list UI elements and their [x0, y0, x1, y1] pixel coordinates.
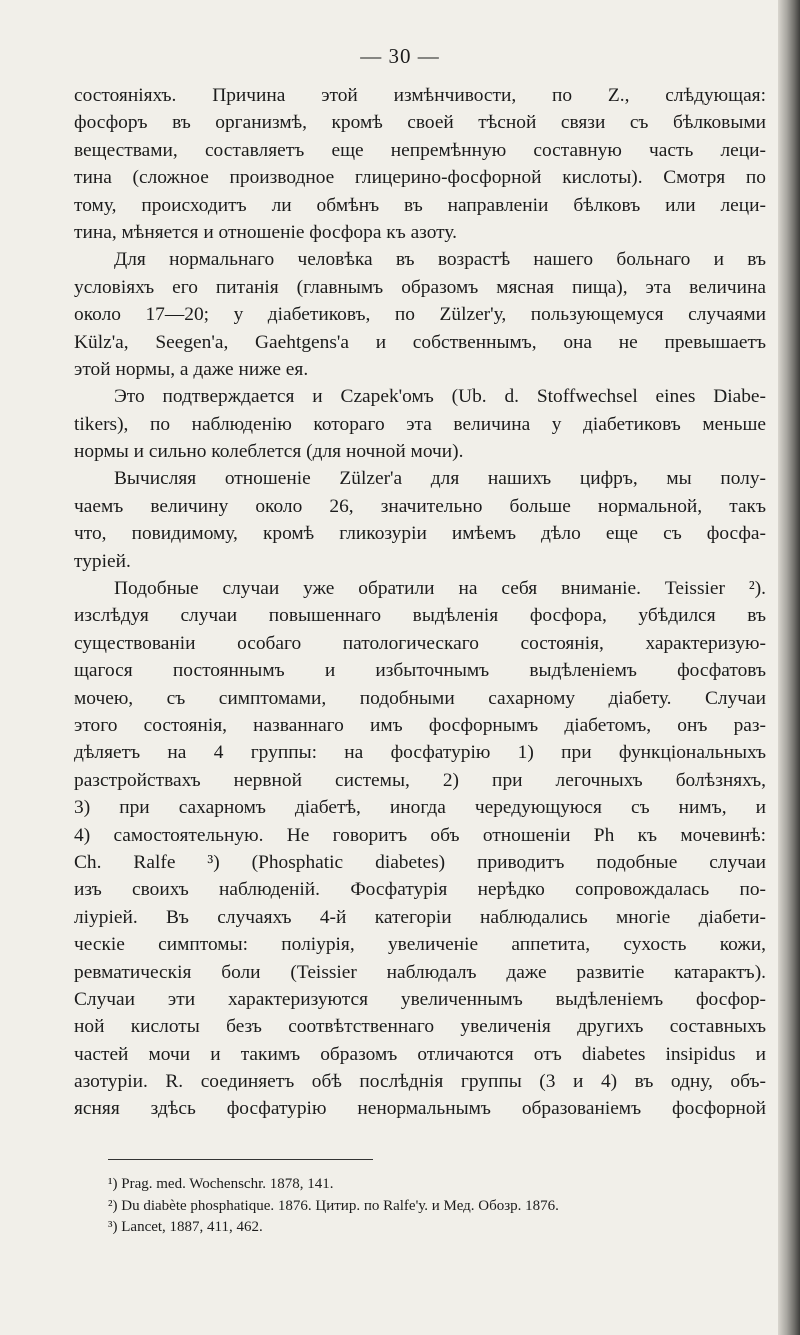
- text-line: ліуріей. Въ случаяхъ 4-й категоріи наблюдались многіе діабети-: [74, 906, 766, 928]
- text-line: условіяхъ его питанія (главнымъ образомъ мясная пища), эта величина: [74, 276, 766, 298]
- text-line: мочею, съ симптомами, подобными сахарному діабету. Случаи: [74, 687, 766, 709]
- text-line: существованіи особаго патологическаго состоянія, характеризую-: [74, 632, 766, 654]
- footnote: [108, 1196, 768, 1218]
- text-line: изслѣдуя случаи повышеннаго выдѣленія фосфора, убѣдился въ: [74, 605, 766, 627]
- body-text: [74, 82, 766, 1123]
- footnote-text: Du diabète phosphatique. 1876. Цитир. по Ralfe'у. и Мед. Обозр. 1876.: [121, 1197, 559, 1214]
- text-line: 4) самостоятельную. Не говоритъ объ отношеніи Ph къ мочевинѣ:: [74, 824, 766, 846]
- text-line: чаемъ величину около 26, значительно больше нормальной, такъ: [74, 495, 766, 517]
- text-line: tikers), по наблюденію котораго эта величина у діабетиковъ меньше: [74, 413, 766, 435]
- footnotes: [108, 1174, 768, 1239]
- page-edge-shadow: [778, 0, 800, 1335]
- text-line: ческіе симптомы: поліурія, увеличеніе аппетита, сухость кожи,: [74, 934, 766, 956]
- footnote-text: Lancet, 1887, 411, 462.: [121, 1219, 263, 1235]
- text-line: этого состоянія, названнаго имъ фосфорнымъ діабетомъ, онъ раз-: [74, 714, 766, 736]
- text-line: что, повидимому, кромѣ гликозуріи имѣемъ дѣло еще съ фосфа-: [74, 523, 766, 545]
- text-line: Это подтверждается и Czapek'омъ (Ub. d. Stoffwechsel eines Diabe-: [114, 386, 766, 408]
- text-line: 3) при сахарномъ діабетѣ, иногда чередующуюся съ нимъ, и: [74, 797, 766, 819]
- footnote-marker: ²): [108, 1197, 118, 1214]
- footnote: [108, 1217, 768, 1239]
- footnote-marker: ³): [108, 1219, 118, 1235]
- footnote-text: Prag. med. Wochenschr. 1878, 141.: [121, 1176, 334, 1192]
- text-line: частей мочи и такимъ образомъ отличаются отъ diabetes insipidus и: [74, 1043, 766, 1065]
- text-line: состояніяхъ. Причина этой измѣнчивости, по Z., слѣдующая:: [74, 85, 766, 106]
- text-line: Külz'а, Seegen'а, Gaehtgens'а и собственнымъ, она не превышаетъ: [74, 331, 766, 353]
- text-line: около 17—20; у діабетиковъ, по Zülzer'у, пользующемуся случаями: [74, 304, 766, 326]
- text-line: тому, происходитъ ли обмѣнъ въ направленіи бѣлковъ или леци-: [74, 194, 766, 216]
- text-line: ясняя здѣсь фосфатурію ненормальнымъ образованіемъ фосфорной: [74, 1098, 766, 1120]
- page-number: — 30 —: [360, 44, 440, 68]
- text-line: фосфоръ въ организмѣ, кромѣ своей тѣсной связи съ бѣлковыми: [74, 112, 766, 134]
- text-line: Для нормальнаго человѣка въ возрастѣ нашего больнаго и въ: [114, 249, 766, 271]
- text-line: дѣляетъ на 4 группы: на фосфатурію 1) при функціональныхъ: [74, 742, 766, 764]
- text-line: изъ своихъ наблюденій. Фосфатурія нерѣдко сопровождалась по-: [74, 879, 766, 901]
- text-line: этой нормы, а даже ниже ея.: [74, 358, 309, 380]
- footnote-divider: [108, 1159, 373, 1160]
- text-line: Ch. Ralfe ³) (Phosphatic diabetes) приводитъ подобные случаи: [74, 851, 766, 873]
- text-line: тина (сложное производное глицерино-фосфорной кислоты). Смотря по: [74, 167, 766, 189]
- text-line: азотуріи. R. соединяетъ обѣ послѣднія группы (3 и 4) въ одну, объ-: [74, 1071, 766, 1093]
- text-line: ной кислоты безъ соотвѣтственнаго увеличенія другихъ составныхъ: [74, 1016, 766, 1038]
- text-line: Вычисляя отношеніе Zülzer'а для нашихъ цифръ, мы полу-: [114, 468, 766, 490]
- text-line: тина, мѣняется и отношеніе фосфора къ азоту.: [74, 221, 457, 243]
- text-line: веществами, составляетъ еще непремѣнную составную часть леци-: [74, 139, 766, 161]
- text-line: нормы и сильно колеблется (для ночной мочи).: [74, 441, 464, 463]
- text-line: разстройствахъ нервной системы, 2) при легочныхъ болѣзняхъ,: [74, 769, 766, 791]
- text-line: туріей.: [74, 550, 131, 572]
- footnote-marker: ¹): [108, 1176, 118, 1192]
- text-line: ревматическія боли (Teissier наблюдалъ даже развитіе катарактъ).: [74, 961, 766, 983]
- text-line: Подобные случаи уже обратили на себя вниманіе. Teissier ²).: [114, 578, 766, 600]
- text-line: щагося постояннымъ и избыточнымъ выдѣленіемъ фосфатовъ: [74, 660, 766, 682]
- text-line: Случаи эти характеризуются увеличеннымъ выдѣленіемъ фосфор-: [74, 988, 766, 1010]
- footnote: [108, 1174, 768, 1196]
